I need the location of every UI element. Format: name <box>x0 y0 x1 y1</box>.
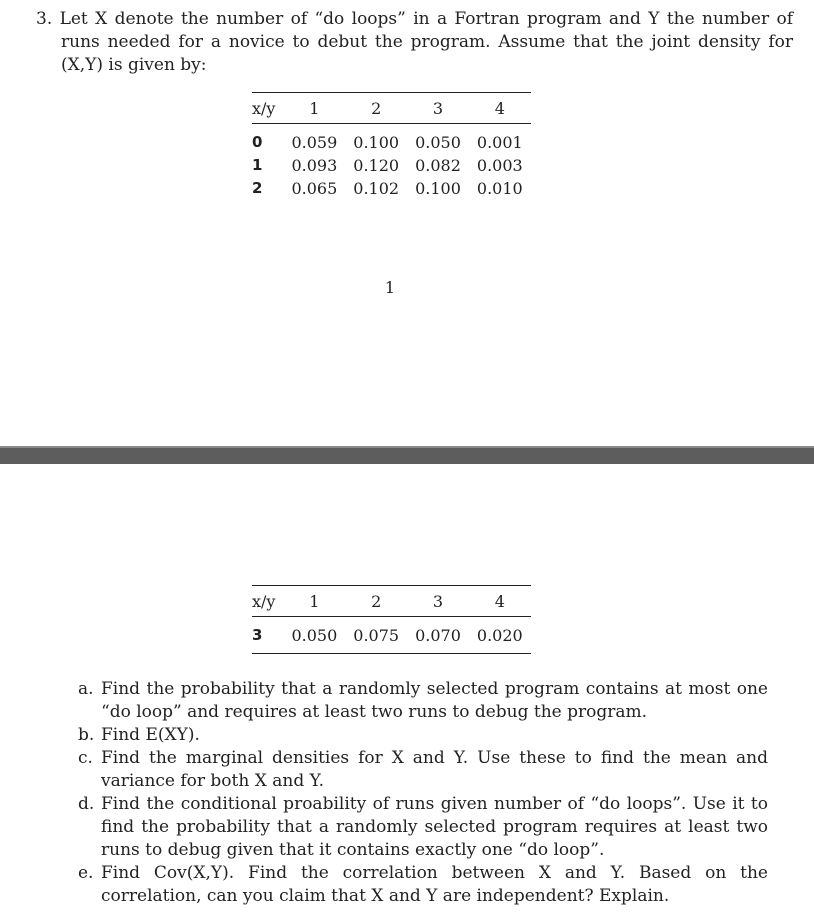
list-item <box>72 862 768 908</box>
question-text: Find E(XY). <box>101 725 200 745</box>
column-header: 1 <box>283 93 345 124</box>
column-header: 3 <box>407 93 469 124</box>
table-header-row <box>252 93 531 124</box>
list-item <box>72 678 768 724</box>
question-text: Find the probability that a randomly selected program contains at most one “do loop” and requires at least two runs to debug the program. <box>101 679 768 722</box>
table-cell: 0.003 <box>476 156 523 175</box>
page-1 <box>0 0 814 446</box>
table-cell: 0.010 <box>476 179 523 198</box>
table-cell: 0.082 <box>415 156 461 175</box>
column-header: 2 <box>345 93 407 124</box>
table-cell: 0.059 <box>291 133 338 152</box>
row-header: 0 <box>252 133 263 151</box>
table-row <box>252 617 531 654</box>
table-cell: 0.075 <box>345 617 407 654</box>
table-cell: 0.102 <box>353 179 400 198</box>
row-header: 2 <box>252 179 263 197</box>
column-header: 4 <box>469 586 531 617</box>
page-number: 1 <box>384 278 396 297</box>
question-label: b. <box>78 725 95 745</box>
table-header-row <box>252 586 531 617</box>
question-text: Find the marginal densities for X and Y. Use these to find the mean and variance for both X and Y. <box>101 748 768 791</box>
question-label: c. <box>78 748 93 768</box>
list-item <box>72 724 768 747</box>
table-row <box>252 154 531 177</box>
question-label: e. <box>78 863 94 883</box>
question-text: Find the conditional proability of runs given number of “do loops”. Use it to find the probability that a randomly selected program requires at least two runs to debug given that it contains exactly one “do loop”. <box>101 794 768 860</box>
question-label: d. <box>78 794 95 814</box>
column-header: 2 <box>345 586 407 617</box>
page-separator <box>0 446 814 464</box>
row-header: 3 <box>252 617 283 654</box>
table-cell: 0.020 <box>469 617 531 654</box>
table-cell: 0.050 <box>283 617 345 654</box>
question-text: Find Cov(X,Y). Find the correlation between X and Y. Based on the correlation, can you claim that X and Y are independent? Explain. <box>101 863 768 906</box>
joint-density-table-part-2 <box>252 585 531 654</box>
joint-density-table-part-1 <box>252 92 531 200</box>
column-header: 4 <box>469 93 531 124</box>
table-cell: 0.050 <box>415 133 461 152</box>
question-list <box>72 678 768 908</box>
table-cell: 0.001 <box>476 133 523 152</box>
corner-label: x/y <box>252 93 283 124</box>
column-header: 3 <box>407 586 469 617</box>
list-item <box>72 793 768 862</box>
table-cell: 0.100 <box>415 179 461 198</box>
row-header: 1 <box>252 156 263 174</box>
table-cell: 0.070 <box>407 617 469 654</box>
column-header: 1 <box>283 586 345 617</box>
table-cell: 0.065 <box>291 179 338 198</box>
table-row <box>252 177 531 200</box>
table-cell: 0.100 <box>353 133 400 152</box>
list-item <box>72 747 768 793</box>
table-cell: 0.120 <box>353 156 400 175</box>
table-row <box>252 124 531 155</box>
problem-statement: 3. Let X denote the number of “do loops” in a Fortran program and Y the number of runs needed for a novice to debut the program. Assume that the joint density for (X,Y) is given by: <box>36 9 793 75</box>
table-cell: 0.093 <box>291 156 338 175</box>
question-label: a. <box>78 679 94 699</box>
corner-label: x/y <box>252 586 283 617</box>
